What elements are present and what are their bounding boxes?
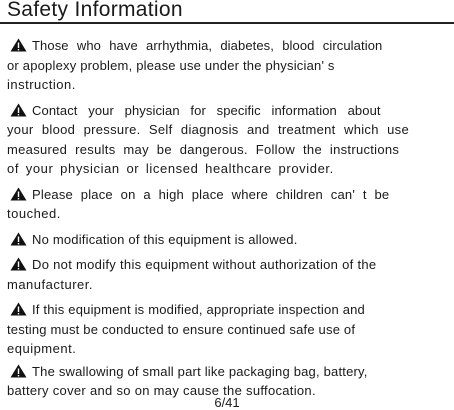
safety-item [7, 300, 449, 359]
warning-triangle-icon [10, 257, 27, 271]
safety-item [7, 230, 449, 250]
safety-text-line: equipment. [7, 341, 77, 356]
safety-text-line: testing must be conducted to ensure continued safe use of [7, 321, 356, 337]
warning-triangle-icon [10, 232, 27, 246]
safety-text-line: instruction. [7, 77, 76, 92]
warning-triangle-icon [10, 187, 27, 201]
safety-text-line: The swallowing of small part like packaging bag, battery, [32, 363, 368, 379]
warning-triangle-icon [10, 364, 27, 378]
safety-text-line: Contact your physician for specific information about [32, 102, 381, 118]
safety-list [7, 36, 449, 407]
safety-item [7, 101, 449, 179]
safety-text-line: Those who have arrhythmia, diabetes, blood circulation [32, 38, 383, 53]
warning-triangle-icon [10, 38, 27, 52]
warning-triangle-icon [10, 103, 27, 117]
title-underline [0, 22, 454, 24]
safety-text-line: Please place on a high place where children can' t be [32, 186, 390, 202]
safety-text-line: your blood pressure. Self diagnosis and treatment which use [7, 122, 410, 137]
safety-text-line: No modification of this equipment is allowed. [32, 231, 298, 247]
safety-text-line: or apoplexy problem, please use under the physician' s [7, 57, 335, 73]
safety-text-line: battery cover and so on may cause the suffocation. [7, 383, 316, 398]
safety-text-line: touched. [7, 206, 61, 221]
safety-text-line: If this equipment is modified, appropriate inspection and [32, 302, 365, 317]
safety-item [7, 36, 449, 95]
page-number: 6/41 [214, 395, 240, 410]
safety-text-line: manufacturer. [7, 276, 93, 292]
safety-text-line: of your physician or licensed healthcare provider. [7, 161, 334, 176]
safety-text-line: Do not modify this equipment without authorization of the [32, 257, 377, 272]
safety-item [7, 185, 449, 224]
warning-triangle-icon [10, 302, 27, 316]
page-title: Safety Information [7, 0, 183, 21]
safety-text-line: measured results may be dangerous. Follow the instructions [7, 141, 400, 157]
safety-item [7, 255, 449, 294]
